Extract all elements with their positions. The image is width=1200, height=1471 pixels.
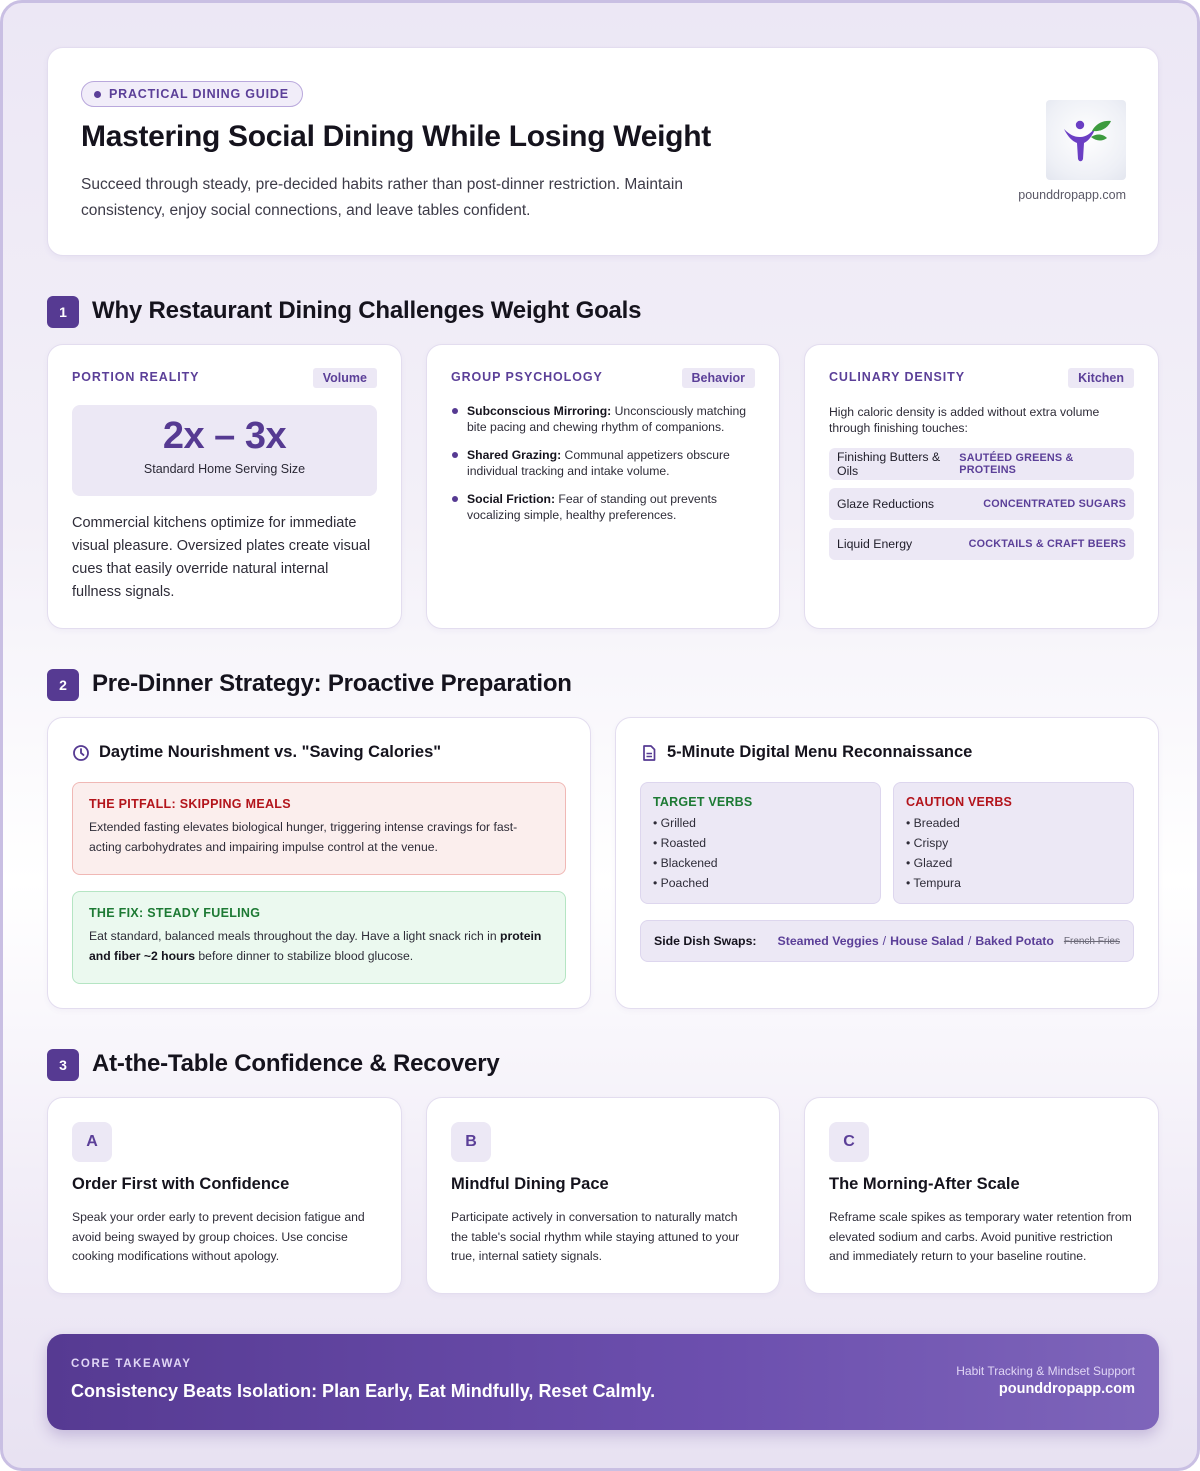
caution-verbs-box (893, 782, 1134, 904)
hero-card (47, 47, 1159, 256)
page-title: Mastering Social Dining While Losing Weight (81, 120, 711, 153)
pitfall-text: Extended fasting elevates biological hunger, triggering intense cravings for fast-acting carbohydrates and impairing impulse control at the venue. (89, 820, 518, 854)
portion-label: PORTION REALITY (72, 370, 200, 384)
section-3-number: 3 (47, 1049, 79, 1081)
step-card-c (804, 1097, 1159, 1294)
menu-recon-card (615, 717, 1159, 1009)
takeaway-banner (47, 1334, 1159, 1430)
group-list (451, 403, 751, 535)
step-letter: A (72, 1122, 112, 1162)
fix-heading: THE FIX: STEADY FUELING (89, 906, 261, 920)
list-item: Social Friction: Fear of standing out prevents vocalizing simple, healthy preferences. (451, 491, 751, 523)
portion-stat: 2x – 3x (162, 415, 287, 457)
badge-dot-icon (94, 91, 101, 98)
step-text: Participate actively in conversation to naturally match the table's social rhythm while staying attuned to your true, internal satiety signals. (451, 1210, 740, 1264)
step-card-b (426, 1097, 780, 1294)
volume-tag: Volume (313, 368, 377, 388)
guide-badge (81, 81, 303, 107)
fix-box (72, 891, 566, 984)
target-verbs-box (640, 782, 881, 904)
step-title: The Morning-After Scale (829, 1175, 1020, 1193)
step-card-a (47, 1097, 402, 1294)
list-item: • Grilled (653, 816, 696, 830)
step-title: Order First with Confidence (72, 1175, 290, 1193)
document-icon (640, 744, 658, 762)
list-item: Shared Grazing: Communal appetizers obscure individual tracking and intake volume. (451, 447, 751, 479)
pitfall-heading: THE PITFALL: SKIPPING MEALS (89, 797, 291, 811)
step-text: Reframe scale spikes as temporary water retention from elevated sodium and carbs. Avoid punitive restriction and immediately return to your baseline routine. (829, 1210, 1132, 1264)
pitfall-box (72, 782, 566, 875)
footer-site-link[interactable]: pounddropapp.com (998, 1381, 1135, 1397)
menu-title: 5-Minute Digital Menu Reconnaissance (667, 743, 973, 761)
step-letter: B (451, 1122, 491, 1162)
culinary-intro: High caloric density is added without extra volume through finishing touches: (829, 405, 1100, 435)
group-psychology-card (426, 344, 780, 629)
list-item: • Crispy (906, 836, 949, 850)
list-item: Glaze Reductions CONCENTRATED SUGARS (829, 488, 1134, 520)
fix-text: Eat standard, balanced meals throughout the day. Have a light snack rich in protein and fiber ~2 hours before dinner to stabilize blood glucose. (89, 929, 542, 963)
daytime-card (47, 717, 591, 1009)
step-title: Mindful Dining Pace (451, 1175, 609, 1193)
person-leaf-logo-icon[interactable] (1046, 100, 1126, 180)
kitchen-tag: Kitchen (1068, 368, 1134, 388)
swap-option: Steamed Veggies (777, 934, 879, 948)
section-1-number: 1 (47, 296, 79, 328)
culinary-density-card (804, 344, 1159, 629)
swap-option: House Salad (890, 934, 964, 948)
portion-stat-caption: Standard Home Serving Size (143, 462, 306, 476)
portion-text: Commercial kitchens optimize for immediate visual pleasure. Oversized plates create visual cues that easily override natural internal fullness signals. (72, 515, 371, 600)
menu-heading (640, 743, 972, 762)
daytime-title: Daytime Nourishment vs. "Saving Calories" (99, 743, 442, 761)
list-item: • Breaded (906, 816, 960, 830)
section-1-title: Why Restaurant Dining Challenges Weight Goals (92, 297, 642, 324)
culinary-label: CULINARY DENSITY (829, 370, 965, 384)
caution-verbs-heading: CAUTION VERBS (906, 795, 1013, 809)
takeaway-headline: Consistency Beats Isolation: Plan Early, Eat Mindfully, Reset Calmly. (71, 1381, 656, 1401)
site-link[interactable]: pounddropapp.com (1018, 188, 1126, 202)
behavior-tag: Behavior (682, 368, 756, 388)
swap-avoid: French Fries (1063, 935, 1120, 947)
section-2-number: 2 (47, 669, 79, 701)
list-item: Liquid Energy COCKTAILS & CRAFT BEERS (829, 528, 1134, 560)
density-list (829, 448, 1134, 568)
swap-separator: / (882, 934, 887, 948)
list-item: • Blackened (653, 856, 718, 870)
list-item: • Glazed (906, 856, 953, 870)
portion-reality-card (47, 344, 402, 629)
list-item: • Poached (653, 876, 709, 890)
takeaway-kicker: CORE TAKEAWAY (71, 1358, 192, 1370)
swap-option: Baked Potato (975, 934, 1054, 948)
list-item: • Tempura (906, 876, 961, 890)
list-item: • Roasted (653, 836, 707, 850)
list-item: Subconscious Mirroring: Unconsciously matching bite pacing and chewing rhythm of companions. (451, 403, 751, 435)
swap-label: Side Dish Swaps: (654, 934, 757, 948)
portion-stat-box (72, 405, 377, 496)
clock-icon (72, 744, 90, 762)
group-label: GROUP PSYCHOLOGY (451, 370, 603, 384)
guide-badge-label: PRACTICAL DINING GUIDE (109, 87, 289, 101)
step-letter: C (829, 1122, 869, 1162)
step-text: Speak your order early to prevent decision fatigue and avoid being swayed by group choices. Use concise cooking modifications without apology. (72, 1210, 365, 1264)
list-item: Finishing Butters & Oils SAUTÉED GREENS & PROTEINS (829, 448, 1134, 480)
section-2-title: Pre-Dinner Strategy: Proactive Preparation (92, 670, 572, 697)
daytime-heading (72, 743, 441, 762)
page-subtitle: Succeed through steady, pre-decided habits rather than post-dinner restriction. Maintain consistency, enjoy social connections, and leave tables confident. (81, 176, 683, 219)
side-dish-swaps (640, 920, 1134, 962)
swap-separator: / (967, 934, 972, 948)
target-verbs-heading: TARGET VERBS (653, 795, 753, 809)
footer-caption: Habit Tracking & Mindset Support (956, 1364, 1135, 1378)
section-3-title: At-the-Table Confidence & Recovery (92, 1050, 500, 1077)
